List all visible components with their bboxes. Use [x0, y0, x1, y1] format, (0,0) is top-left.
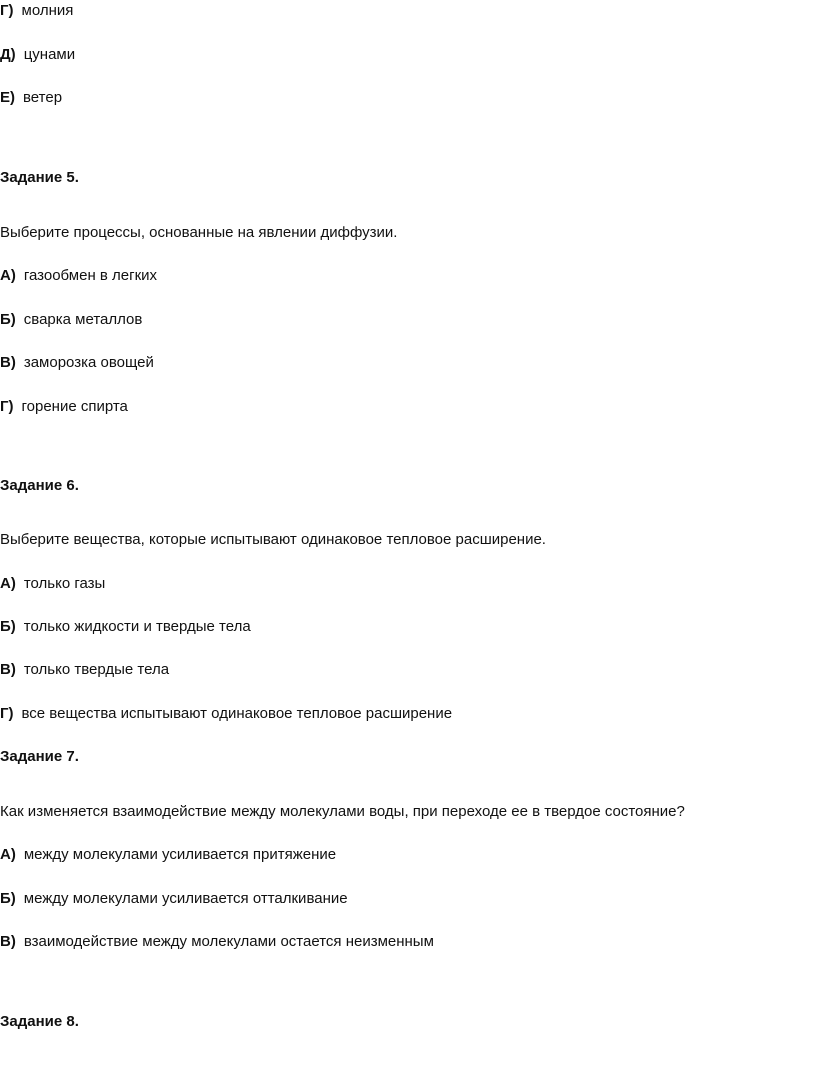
- task-7-option-a: [0, 845, 336, 865]
- task-5-title: Задание 5.: [0, 169, 79, 186]
- option-letter: Е): [0, 89, 15, 106]
- task-7-title: Задание 7.: [0, 748, 79, 765]
- option-text: взаимодействие между молекулами остается неизменным: [23, 933, 434, 950]
- option-letter: Г): [0, 705, 14, 722]
- option-text: между молекулами усиливается отталкивание: [23, 890, 348, 907]
- task-5-option-g: [0, 397, 128, 417]
- option-text: заморозка овощей: [23, 354, 154, 371]
- option-letter: Б): [0, 890, 16, 907]
- task-5-option-b: [0, 310, 142, 330]
- option-letter: А): [0, 575, 16, 592]
- option-letter: А): [0, 846, 16, 863]
- task-6-option-b: [0, 617, 251, 637]
- option-letter: Б): [0, 618, 16, 635]
- option-letter: Г): [0, 2, 14, 19]
- option-text: только газы: [23, 575, 106, 592]
- option-letter: В): [0, 661, 16, 678]
- option-text: все вещества испытывают одинаковое тепловое расширение: [21, 705, 453, 722]
- option-text: горение спирта: [21, 398, 128, 415]
- task-6-title: Задание 6.: [0, 477, 79, 494]
- task-7-question: Как изменяется взаимодействие между молекулами воды, при переходе ее в твердое состояние?: [0, 803, 685, 820]
- option-letter: В): [0, 354, 16, 371]
- option-top-e: [0, 88, 62, 108]
- option-letter: А): [0, 267, 16, 284]
- option-text: сварка металлов: [23, 311, 143, 328]
- task-6-option-v: [0, 660, 169, 680]
- task-6-option-g: [0, 704, 452, 724]
- option-letter: Д): [0, 46, 16, 63]
- task-5-option-a: [0, 266, 157, 286]
- option-text: газообмен в легких: [23, 267, 158, 284]
- option-text: только жидкости и твердые тела: [23, 618, 251, 635]
- option-text: между молекулами усиливается притяжение: [23, 846, 337, 863]
- task-8-title: Задание 8.: [0, 1013, 79, 1030]
- task-7-option-b: [0, 889, 348, 909]
- option-letter: В): [0, 933, 16, 950]
- option-text: ветер: [23, 89, 63, 106]
- option-letter: Г): [0, 398, 14, 415]
- task-5-option-v: [0, 353, 154, 373]
- task-7-option-v: [0, 932, 434, 952]
- option-text: молния: [21, 2, 74, 19]
- task-5-question: Выберите процессы, основанные на явлении диффузии.: [0, 224, 398, 241]
- option-text: только твердые тела: [23, 661, 170, 678]
- option-text: цунами: [23, 46, 76, 63]
- task-6-question: Выберите вещества, которые испытывают одинаковое тепловое расширение.: [0, 531, 546, 548]
- option-top-d: [0, 45, 75, 65]
- task-6-option-a: [0, 574, 105, 594]
- option-letter: Б): [0, 311, 16, 328]
- option-top-g: [0, 1, 73, 21]
